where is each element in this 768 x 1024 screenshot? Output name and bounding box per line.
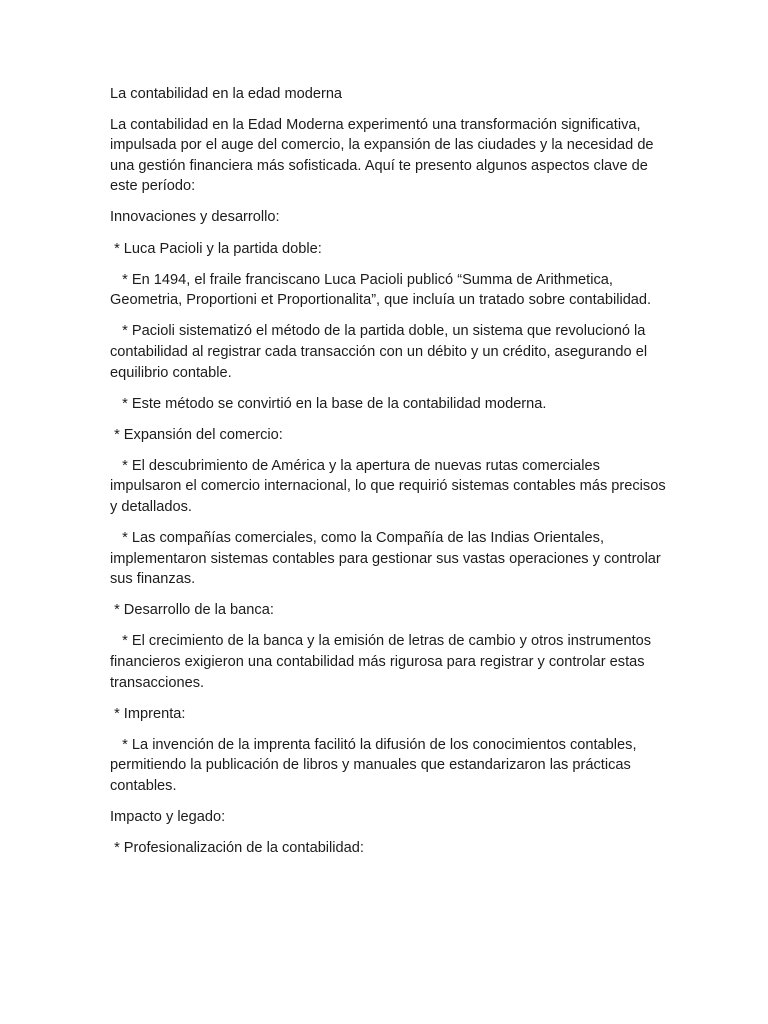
list-heading-banca: * Desarrollo de la banca:: [110, 602, 274, 619]
list-item-pacioli-3: * Este método se convirtió en la base de la contabilidad moderna.: [110, 395, 547, 412]
list-item-pacioli-1: * En 1494, el fraile franciscano Luca Pacioli publicó “Summa de Arithmetica, Geometria, Proportioni et Proportionalita”, que incluía un tratado sobre contabilidad.: [110, 271, 652, 309]
document-page: [110, 84, 670, 869]
document-title: La contabilidad en la edad moderna: [110, 86, 343, 102]
section-heading-innovaciones: Innovaciones y desarrollo:: [110, 209, 280, 226]
list-item-imprenta-1: * La invención de la imprenta facilitó la difusión de los conocimientos contables, permitiendo la publicación de libros y manuales que estandarizaron las prácticas contables.: [110, 736, 641, 795]
list-heading-imprenta: * Imprenta:: [110, 705, 186, 722]
list-item-comercio-1: * El descubrimiento de América y la apertura de nuevas rutas comerciales impulsaron el comercio internacional, lo que requirió sistemas contables más precisos y detallados.: [110, 457, 670, 515]
list-item-banca-1: * El crecimiento de la banca y la emisión de letras de cambio y otros instrumentos financieros exigieron una contabilidad más rigurosa para registrar y controlar estas transacciones.: [110, 633, 656, 691]
list-heading-profesionalizacion: * Profesionalización de la contabilidad:: [110, 840, 364, 857]
list-heading-pacioli: * Luca Pacioli y la partida doble:: [110, 240, 322, 257]
section-heading-impacto: Impacto y legado:: [110, 809, 226, 826]
list-item-comercio-2: * Las compañías comerciales, como la Compañía de las Indias Orientales, implementaron sistemas contables para gestionar sus vastas operaciones y controlar sus finanzas.: [110, 530, 665, 588]
intro-paragraph: La contabilidad en la Edad Moderna experimentó una transformación significativa, impulsada por el auge del comercio, la expansión de las ciudades y la necesidad de una gestión financiera más sofisticada. Aquí te presento algunos aspectos clave de este período:: [110, 116, 658, 195]
list-item-pacioli-2: * Pacioli sistematizó el método de la partida doble, un sistema que revolucionó la contabilidad al registrar cada transacción con un débito y un crédito, asegurando el equilibrio contable.: [110, 323, 652, 381]
list-heading-comercio: * Expansión del comercio:: [110, 426, 283, 443]
